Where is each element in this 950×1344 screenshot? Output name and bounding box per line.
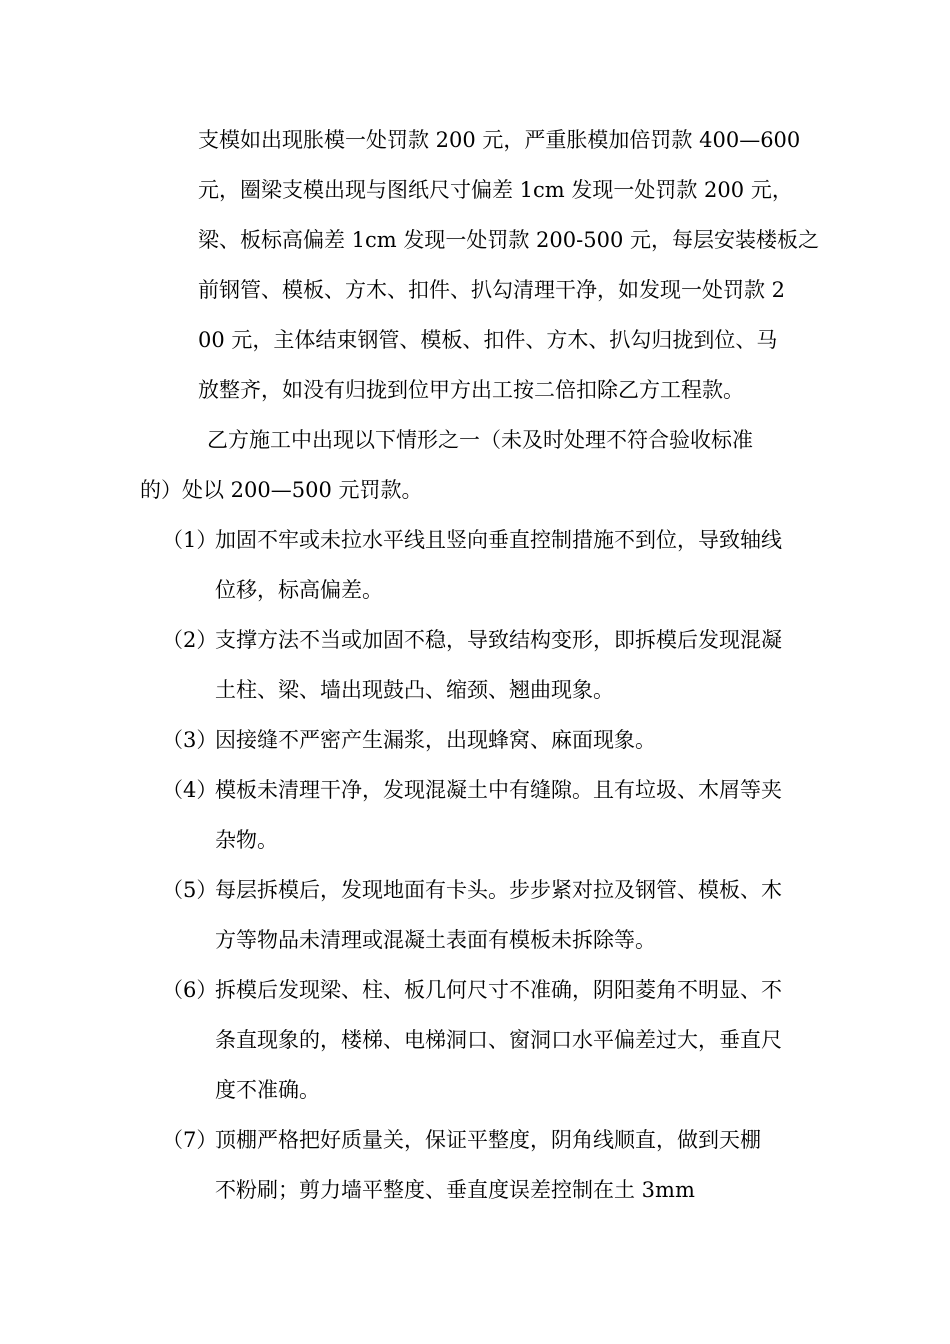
item-4-line-2: 杂物。 [215, 828, 278, 852]
item-5-line-2: 方等物品未清理或混凝土表面有模板未拆除等。 [215, 928, 656, 952]
item-2-line-1: 支撑方法不当或加固不稳，导致结构变形，即拆模后发现混凝 [215, 628, 782, 652]
item-1-line-2: 位移，标高偏差。 [215, 578, 383, 602]
item-6-line-3: 度不准确。 [215, 1078, 320, 1102]
item-3-number: （3） [162, 728, 218, 752]
item-6-line-2: 条直现象的，楼梯、电梯洞口、窗洞口水平偏差过大，垂直尺 [215, 1028, 782, 1052]
item-7-number: （7） [162, 1128, 218, 1152]
item-7-line-2: 不粉刷；剪力墙平整度、垂直度误差控制在土 3mm [215, 1178, 695, 1202]
intro-line-6: 放整齐，如没有归拢到位甲方出工按二倍扣除乙方工程款。 [198, 378, 744, 402]
item-1-line-1: 加固不牢或未拉水平线且竖向垂直控制措施不到位，导致轴线 [215, 528, 782, 552]
intro-line-5: 00 元，主体结束钢管、模板、扣件、方木、扒勾归拢到位、马 [198, 328, 778, 352]
intro-line-3: 梁、板标高偏差 1cm 发现一处罚款 200-500 元，每层安装楼板之 [198, 228, 819, 252]
item-3-line-1: 因接缝不严密产生漏浆，出现蜂窝、麻面现象。 [215, 728, 656, 752]
item-7-line-1: 顶棚严格把好质量关，保证平整度，阴角线顺直，做到天棚 [215, 1128, 761, 1152]
intro-line-2: 元，圈梁支模出现与图纸尺寸偏差 1cm 发现一处罚款 200 元， [198, 178, 793, 202]
penalty-line-1: 乙方施工中出现以下情形之一（未及时处理不符合验收标准 [207, 428, 753, 452]
item-5-number: （5） [162, 878, 218, 902]
item-2-line-2: 土柱、梁、墙出现鼓凸、缩颈、翘曲现象。 [215, 678, 614, 702]
item-1-number: （1） [162, 528, 218, 552]
intro-line-4: 前钢管、模板、方木、扣件、扒勾清理干净，如发现一处罚款 2 [198, 278, 786, 302]
item-4-line-1: 模板未清理干净，发现混凝土中有缝隙。且有垃圾、木屑等夹 [215, 778, 782, 802]
item-2-number: （2） [162, 628, 218, 652]
item-5-line-1: 每层拆模后，发现地面有卡头。步步紧对拉及钢管、模板、木 [215, 878, 782, 902]
item-6-number: （6） [162, 978, 218, 1002]
penalty-line-2: 的）处以 200—500 元罚款。 [140, 478, 423, 502]
item-6-line-1: 拆模后发现梁、柱、板几何尺寸不准确，阴阳菱角不明显、不 [215, 978, 782, 1002]
intro-line-1: 支模如出现胀模一处罚款 200 元，严重胀模加倍罚款 400—600 [198, 128, 801, 152]
item-4-number: （4） [162, 778, 218, 802]
